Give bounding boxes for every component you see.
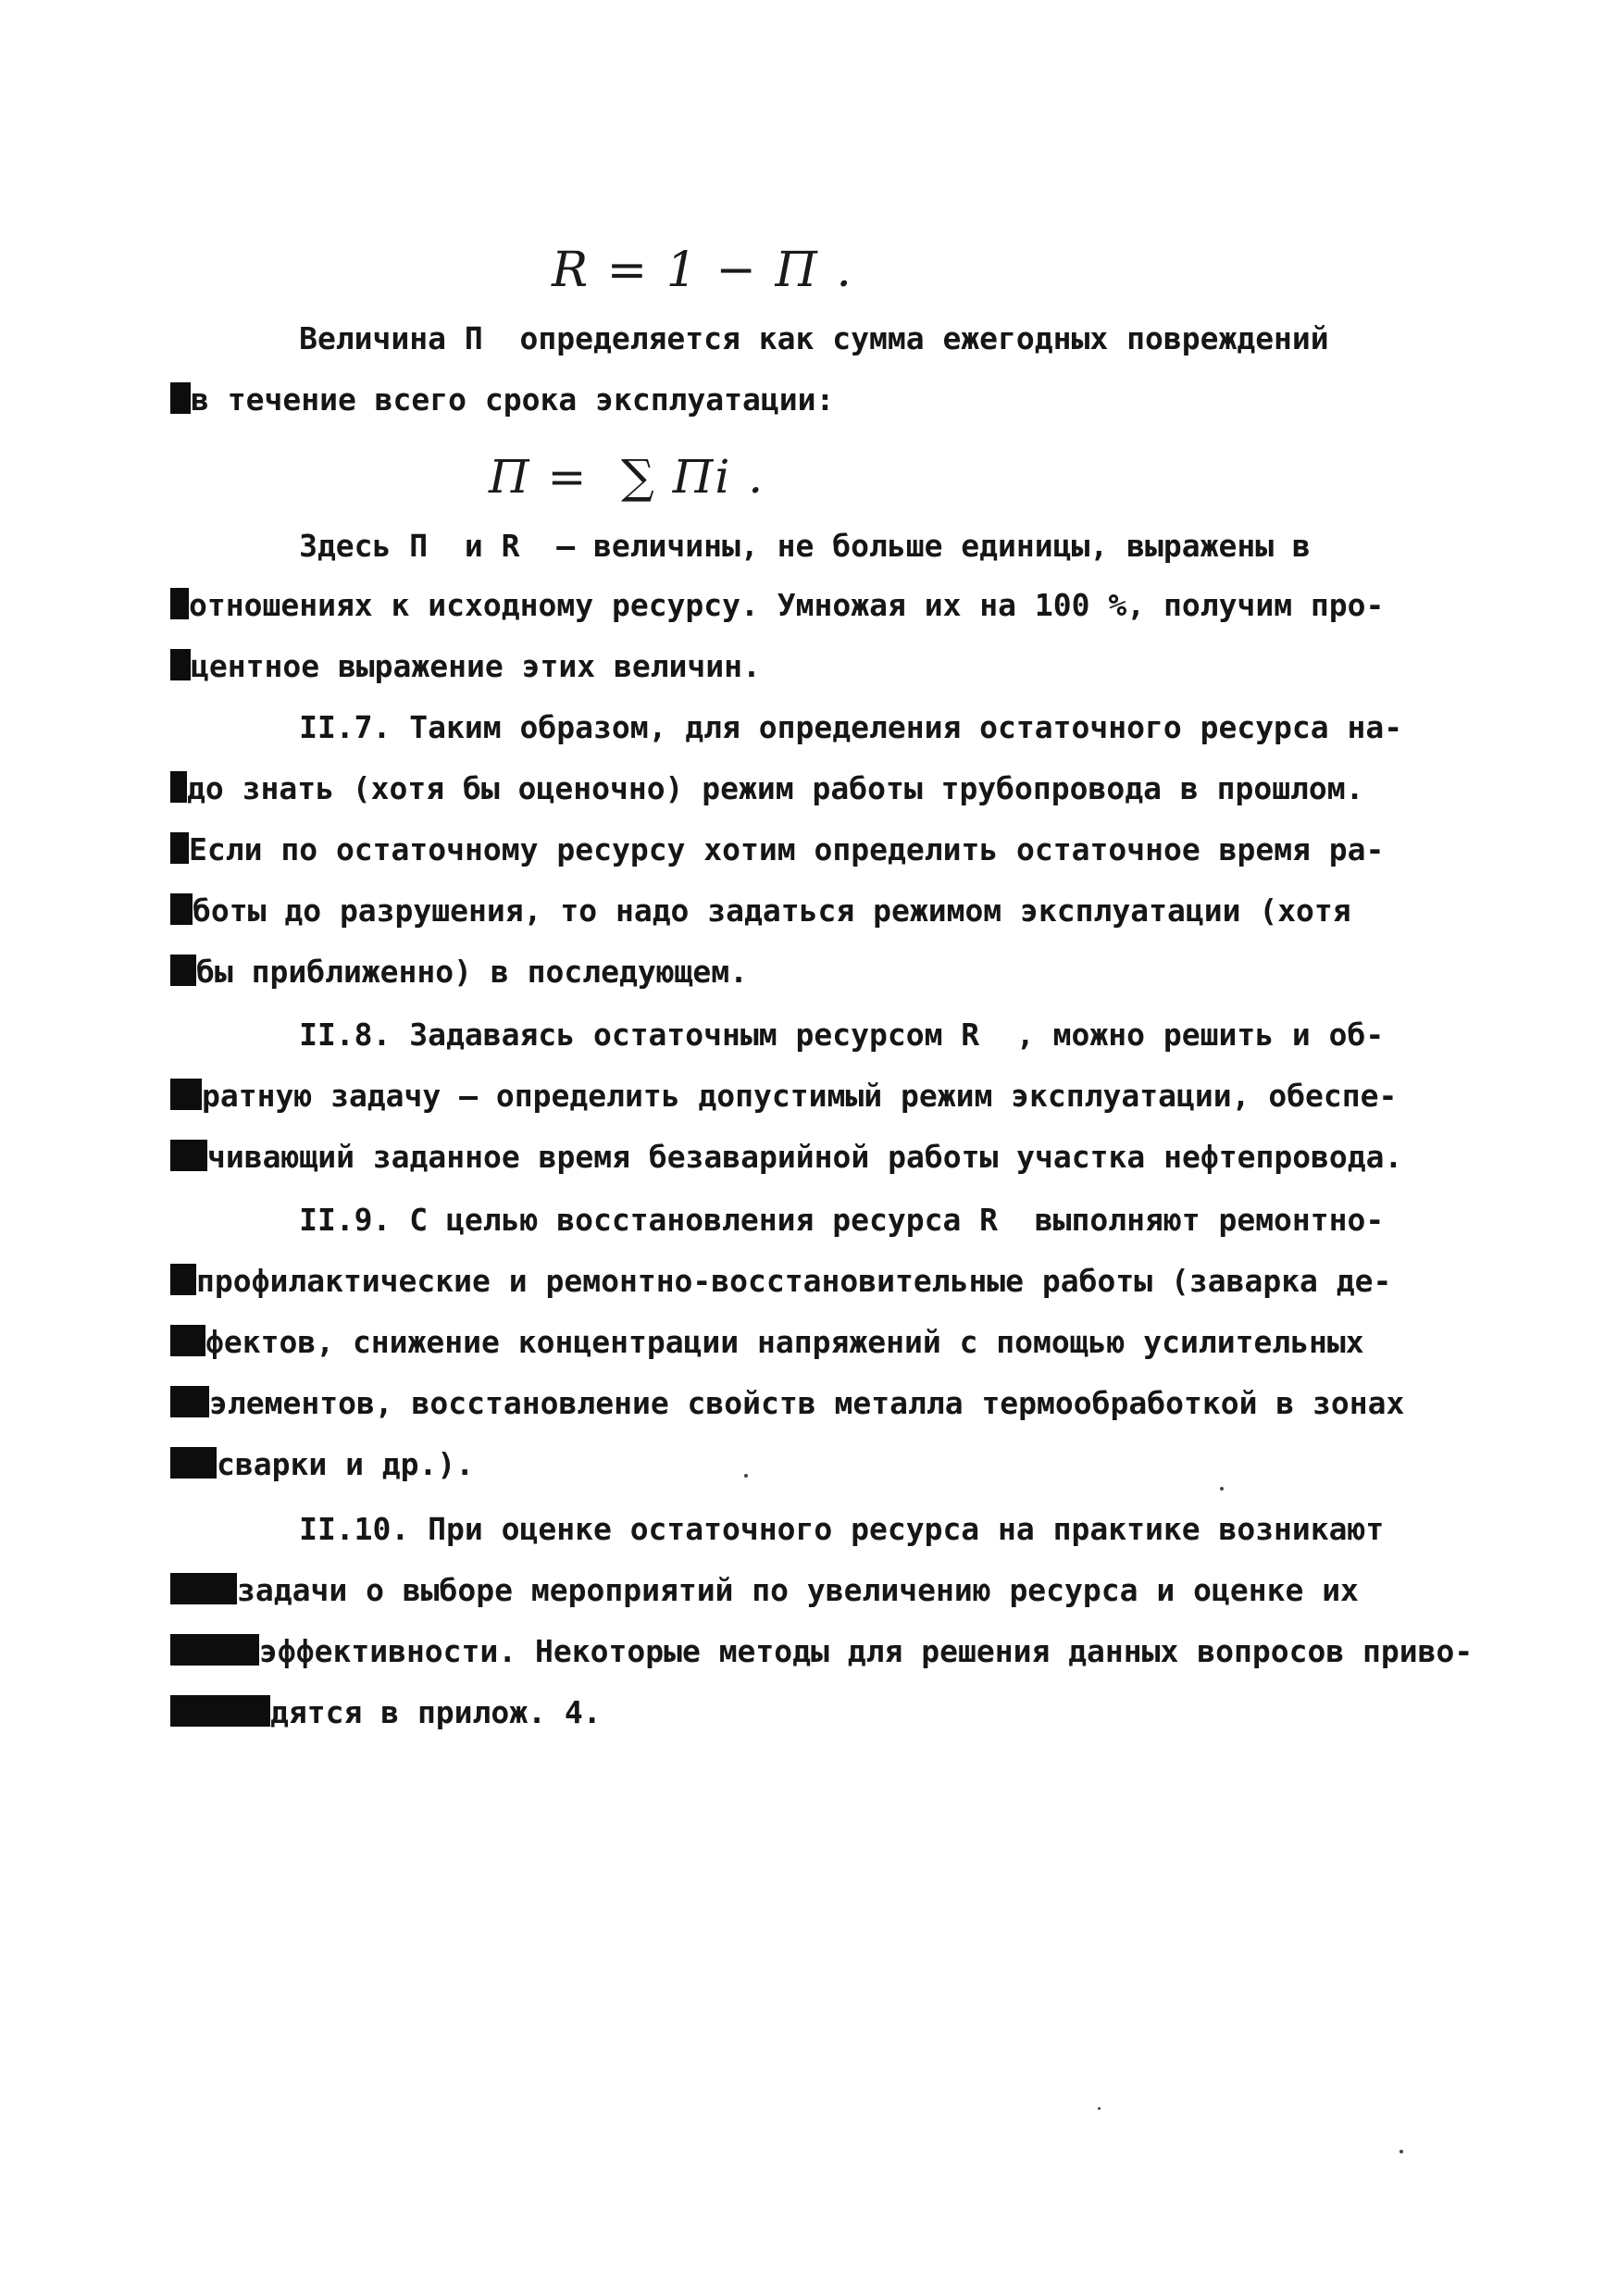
scan-speck (1098, 2107, 1101, 2110)
redaction-blot (170, 1264, 196, 1295)
text-line-content: дятся в прилож. 4. (270, 1694, 602, 1730)
text-line (170, 1570, 1411, 1611)
text-line-content: профилактические и ремонтно-восстановительные работы (заварка де- (196, 1263, 1392, 1299)
redaction-blot (170, 893, 193, 925)
text-line (170, 1444, 1411, 1485)
redaction-blot (170, 588, 189, 619)
text-line (170, 1322, 1411, 1363)
text-line: II.9. С целью восстановления ресурса R выполняют ремонтно- (170, 1202, 1385, 1238)
text-line (170, 1137, 1411, 1178)
redaction-blot (170, 832, 189, 864)
text-line-content: эффективности. Некоторые методы для решения данных вопросов приво- (259, 1633, 1474, 1669)
text-line: II.7. Таким образом, для определения остаточного ресурса на- (170, 709, 1403, 745)
text-line (170, 1383, 1411, 1424)
redaction-blot (170, 1325, 205, 1356)
text-line-content: чивающий заданное время безаварийной работы участка нефтепровода. (207, 1139, 1403, 1175)
text-line-content: фектов, снижение концентрации напряжений с помощью усилительных (205, 1324, 1364, 1360)
text-line-content: боты до разрушения, то надо задаться режимом эксплуатации (хотя (193, 892, 1351, 929)
text-line (170, 891, 1411, 931)
text-line (170, 1261, 1411, 1302)
text-line (170, 1692, 1411, 1733)
text-line-content: ратную задачу – определить допустимый режим эксплуатации, обеспе- (202, 1078, 1398, 1114)
scan-speck (1399, 2150, 1403, 2153)
formula-residual-resource: R = 1 − П . (552, 243, 853, 298)
redaction-blot (170, 1386, 209, 1417)
scan-speck (1220, 1487, 1224, 1491)
redaction-blot (170, 1140, 207, 1171)
text-line-content: задачи о выборе мероприятий по увеличению ресурса и оценке их (237, 1572, 1359, 1608)
text-line (170, 585, 1411, 626)
redaction-blot (170, 649, 191, 680)
text-line (170, 646, 1411, 687)
redaction-blot (170, 1447, 217, 1479)
text-line-content: центное выражение этих величин. (191, 648, 761, 684)
text-line-content: до знать (хотя бы оценочно) режим работы трубопровода в прошлом. (187, 770, 1364, 806)
text-line (170, 380, 1411, 420)
text-line: II.10. При оценке остаточного ресурса на практике возникают (170, 1511, 1385, 1547)
redaction-blot (170, 771, 187, 803)
text-line: Здесь П и R – величины, не больше единицы, выражены в (170, 528, 1311, 564)
text-line-content: сварки и др.). (217, 1446, 475, 1482)
text-line: II.8. Задаваясь остаточным ресурсом R , можно решить и об- (170, 1017, 1385, 1053)
text-line (170, 768, 1411, 809)
redaction-blot (170, 1695, 270, 1727)
redaction-blot (170, 1634, 259, 1666)
redaction-blot (170, 1573, 237, 1604)
redaction-blot (170, 382, 191, 414)
redaction-blot (170, 955, 196, 986)
text-line (170, 1631, 1474, 1672)
text-line-content: Если по остаточному ресурсу хотим определить остаточное время ра- (189, 831, 1385, 867)
scan-speck (744, 1474, 748, 1478)
formula-damage-sum: П = ∑ Пi . (489, 450, 765, 504)
text-line-content: отношениях к исходному ресурсу. Умножая их на 100 %, получим про- (189, 587, 1385, 623)
text-line: Величина П определяется как сумма ежегодных повреждений (170, 320, 1329, 356)
text-line-content: в течение всего срока эксплуатации: (191, 381, 835, 418)
text-line-content: бы приближенно) в последующем. (196, 954, 749, 990)
text-line-content: элементов, восстановление свойств металла термообработкой в зонах (209, 1385, 1405, 1421)
text-line (170, 952, 1411, 992)
text-line (170, 830, 1411, 870)
text-line (170, 1076, 1411, 1117)
redaction-blot (170, 1079, 202, 1110)
